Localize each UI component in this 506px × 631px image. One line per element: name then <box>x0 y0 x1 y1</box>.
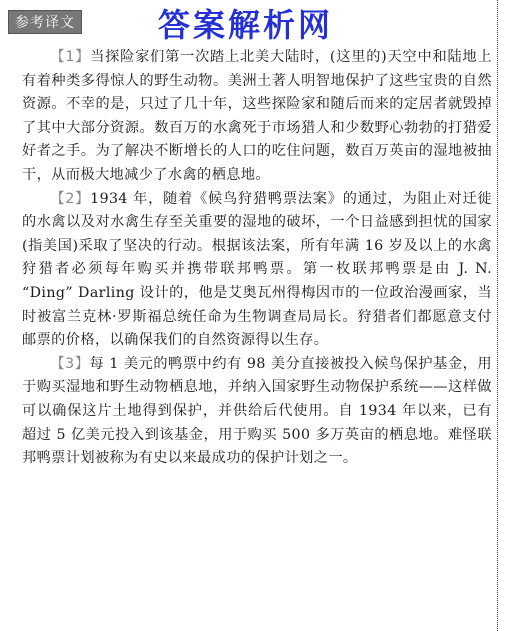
dotted-page-border <box>497 0 498 631</box>
paragraph-1 <box>22 46 492 188</box>
paragraph-number: 【2】 <box>50 190 91 207</box>
header <box>8 6 488 42</box>
paragraph-number: 【1】 <box>50 49 91 65</box>
paragraph-2 <box>22 188 492 353</box>
paragraph-text: 每 1 美元的鸭票中约有 98 美分直接被投入候鸟保护基金，用于购买湿地和野生动物栖息地，并纳入国家野生动物保护系统——这样做可以确保这片土地得到保护，并供给后代使用。自 1934 年以来，已有超过 5 亿美元投入到该基金，用于购买 500 多万英亩的栖息地。难怪联邦鸭票计划被称为有史以来最成功的保护计划之一。 <box>22 355 492 467</box>
section-label: 参考译文 <box>8 10 82 34</box>
paragraph-number: 【3】 <box>50 355 90 372</box>
paragraph-3 <box>22 353 492 471</box>
paragraph-text: 当探险家们第一次踏上北美大陆时，(这里的)天空中和陆地上有着种类多得惊人的野生动物。美洲土著人明智地保护了这些宝贵的自然资源。不幸的是，只过了几十年，这些探险家和随后而来的定居者就毁掉了其中大部分资源。数百万的水禽死于市场猎人和少数野心勃勃的打猎爱好者之手。为了解决不断增长的人口的吃住问题，数百万英亩的湿地被抽干，从而极大地减少了水禽的栖息地。 <box>22 49 492 183</box>
watermark-logo: 答案解析网 <box>158 6 334 44</box>
paragraph-text: 1934 年，随着《候鸟狩猎鸭票法案》的通过，为阻止对迁徙的水禽以及对水禽生存至关重要的湿地的破坏，一个日益感到担忧的国家(指美国)采取了坚决的行动。根据该法案，所有年满 16 岁及以上的水禽狩猎者必须每年购买并携带联邦鸭票。第一枚联邦鸭票是由 J. N. “Ding” Darling 设计的，他是艾奥瓦州得梅因市的一位政治漫画家，当时被富兰克林·罗斯福总统任命为生物调查局局长。狩猎者们都愿意支付邮票的价格，以确保我们的自然资源得以生存。 <box>22 190 492 349</box>
translation-body <box>22 46 492 471</box>
